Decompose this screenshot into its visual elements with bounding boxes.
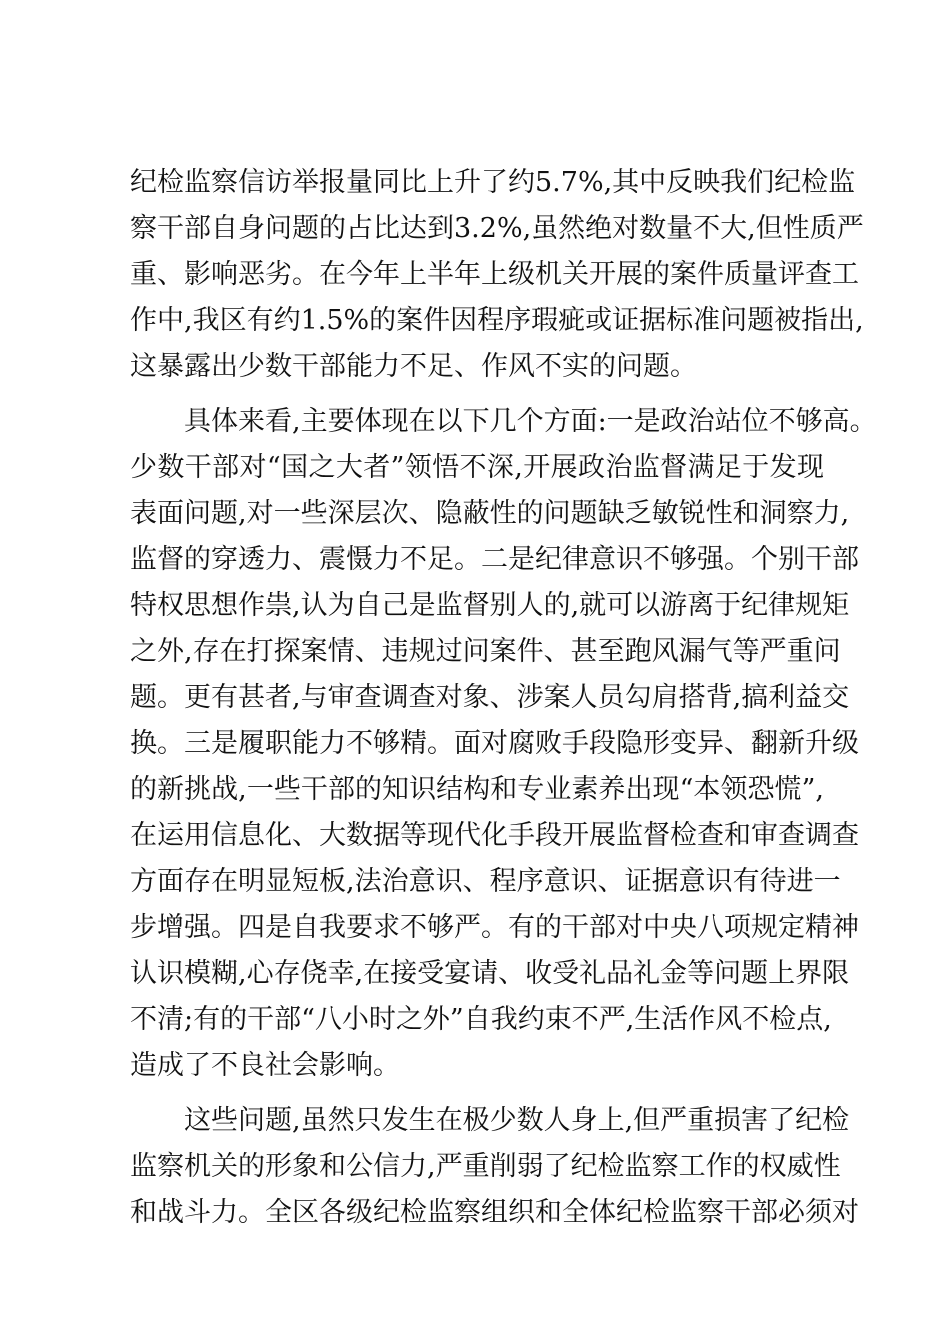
paragraph bbox=[130, 160, 864, 390]
text-line: 察干部自身问题的占比达到3.2%,虽然绝对数量不大,但性质严 bbox=[130, 213, 864, 244]
text-line: 和战斗力。全区各级纪检监察组织和全体纪检监察干部必须对 bbox=[130, 1197, 859, 1228]
text-line: 作中,我区有约1.5%的案件因程序瑕疵或证据标准问题被指出, bbox=[130, 305, 864, 336]
text-line: 换。三是履职能力不够精。面对腐败手段隐形变异、翻新升级 bbox=[130, 728, 859, 759]
text-line: 重、影响恶劣。在今年上半年上级机关开展的案件质量评查工 bbox=[130, 259, 859, 290]
paragraph bbox=[130, 1098, 859, 1236]
text-line: 之外,存在打探案情、违规过问案件、甚至跑风漏气等严重问 bbox=[130, 636, 841, 667]
text-line: 在运用信息化、大数据等现代化手段开展监督检查和审查调查 bbox=[130, 820, 859, 851]
document-page bbox=[130, 160, 877, 1236]
text-line: 步增强。四是自我要求不够严。有的干部对中央八项规定精神 bbox=[130, 912, 859, 943]
text-line: 表面问题,对一些深层次、隐蔽性的问题缺乏敏锐性和洞察力, bbox=[130, 498, 850, 529]
text-line: 少数干部对“国之大者”领悟不深,开展政治监督满足于发现 bbox=[130, 452, 824, 483]
text-line: 方面存在明显短板,法治意识、程序意识、证据意识有待进一 bbox=[130, 866, 841, 897]
text-line: 认识模糊,心存侥幸,在接受宴请、收受礼品礼金等问题上界限 bbox=[130, 958, 850, 989]
text-line: 监督的穿透力、震慑力不足。二是纪律意识不够强。个别干部 bbox=[130, 544, 859, 575]
text-line: 的新挑战,一些干部的知识结构和专业素养出现“本领恐慌”, bbox=[130, 774, 824, 805]
text-line: 这些问题,虽然只发生在极少数人身上,但严重损害了纪检 bbox=[184, 1105, 850, 1136]
text-line: 不清;有的干部“八小时之外”自我约束不严,生活作风不检点, bbox=[130, 1004, 832, 1035]
text-line: 这暴露出少数干部能力不足、作风不实的问题。 bbox=[130, 351, 697, 382]
paragraph bbox=[130, 399, 877, 1089]
text-line: 具体来看,主要体现在以下几个方面:一是政治站位不够高。 bbox=[184, 406, 877, 437]
text-line: 监察机关的形象和公信力,严重削弱了纪检监察工作的权威性 bbox=[130, 1151, 841, 1182]
text-line: 纪检监察信访举报量同比上升了约5.7%,其中反映我们纪检监 bbox=[130, 167, 856, 198]
text-line: 特权思想作祟,认为自己是监督别人的,就可以游离于纪律规矩 bbox=[130, 590, 850, 621]
text-line: 题。更有甚者,与审查调查对象、涉案人员勾肩搭背,搞利益交 bbox=[130, 682, 850, 713]
text-line: 造成了不良社会影响。 bbox=[130, 1050, 400, 1081]
